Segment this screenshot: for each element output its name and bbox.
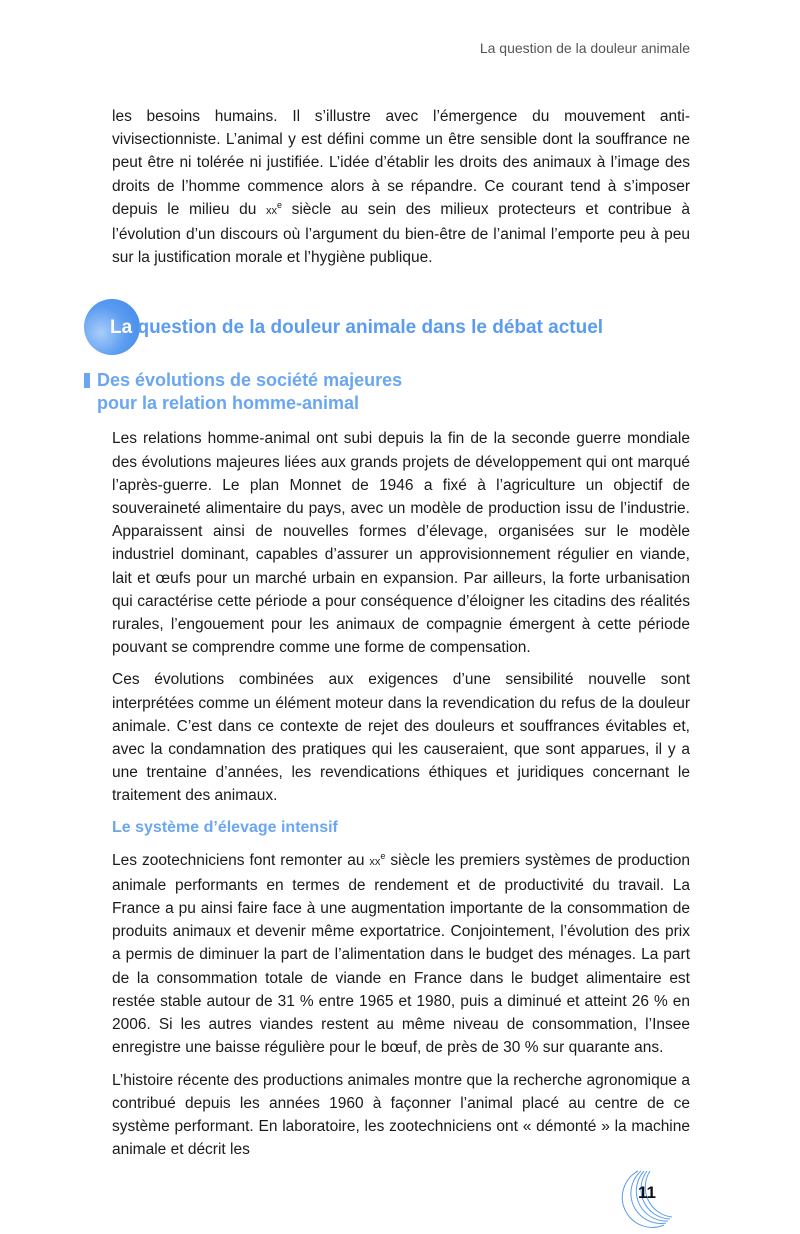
- heading-line: pour la relation homme-animal: [97, 393, 360, 414]
- heading-bar-marker: [84, 373, 90, 388]
- heading-first-word: La: [110, 317, 133, 339]
- paragraph: [112, 105, 690, 269]
- paragraph: L’histoire récente des productions animales montre que la recherche agronomique a contribué depuis les années 1960 à façonner l’animal placé au centre de ce système performant. En laboratoire, les zootechniciens ont « démonté » la machine animale et décrit les: [112, 1071, 690, 1159]
- section-heading: [84, 299, 704, 355]
- page-number: 11: [638, 1183, 656, 1202]
- subsection-heading: [84, 369, 690, 415]
- superscript: e: [276, 199, 282, 210]
- superscript: e: [380, 850, 386, 861]
- paragraph: [112, 849, 690, 1060]
- sub-subsection-heading: Le système d’élevage intensif: [112, 818, 338, 836]
- text: les besoins humains. Il s’illustre avec l’émergence du mouvement anti-vivisectionniste. L’animal y est défini comme un être sensible dont la souffrance ne peut être ni tolérée ni justifiée. L’idée d’établir les droits des animaux à l’image des droits de l’homme commence alors à se répandre. Ce courant tend à s’imposer depuis le milieu du: [112, 108, 690, 218]
- small-caps: xx: [265, 204, 277, 217]
- page-number-badge: [618, 1169, 688, 1229]
- heading-line: Des évolutions de société majeures: [97, 370, 403, 391]
- text: siècle au sein des milieux protecteurs et contribue à l’évolution d’un discours où l’argument du bien-être de l’animal l’emporte peu à peu sur la justification morale et l’hygiène publique.: [112, 200, 690, 267]
- paragraph: Ces évolutions combinées aux exigences d’une sensibilité nouvelle sont interprétées comme un élément moteur dans la revendication du refus de la douleur animale. C’est dans ce contexte de rejet des douleurs et souffrances évitables et, avec la condamnation des pratiques qui les causeraient, que sont apparues, il y a une trentaine d’années, les revendications éthiques et juridiques concernant le traitement des animaux.: [112, 671, 690, 805]
- paragraph: Les relations homme-animal ont subi depuis la fin de la seconde guerre mondiale des évolutions majeures liées aux grands projets de développement qui ont marqué l’après-guerre. Le plan Monnet de 1946 a fixé à l’agriculture un objectif de souveraineté alimentaire du pays, avec un modèle de production issu de l’industrie. Apparaissent ainsi de nouvelles formes d’élevage, organisées sur le modèle industriel dominant, capables d’assurer un approvisionnement régulier en viande, lait et œufs pour un marché urbain en expansion. Par ailleurs, la forte urbanisation qui caractérise cette période a pour conséquence d’éloigner les citadins des réalités rurales, l’engouement pour les animaux de compagnie émergent à cette période pouvant se comprendre comme une forme de compensation.: [112, 430, 690, 657]
- text: Les zootechniciens font remonter au: [112, 851, 370, 869]
- small-caps: xx: [369, 855, 381, 868]
- heading-text: question de la douleur animale dans le débat actuel: [132, 317, 604, 339]
- text: siècle les premiers systèmes de production animale performants en termes de rendement et de productivité du travail. La France a pu ainsi faire face à une augmentation importante de la consommation de produits animaux et devenir même exportatrice. Conjointement, l’évolution des prix a permis de diminuer la part de l’alimentation dans le budget des ménages. La part de la consommation totale de viande en France dans le budget alimentaire est restée stable autour de 31 % entre 1965 et 1980, puis a diminué et atteint 26 % en 2006. Si les autres viandes restent au même niveau de consommation, l’Insee enregistre une baisse régulière pour le bœuf, de près de 30 % sur quarante ans.: [112, 851, 690, 1057]
- page-body: [97, 0, 690, 1161]
- running-head: La question de la douleur animale: [479, 40, 690, 56]
